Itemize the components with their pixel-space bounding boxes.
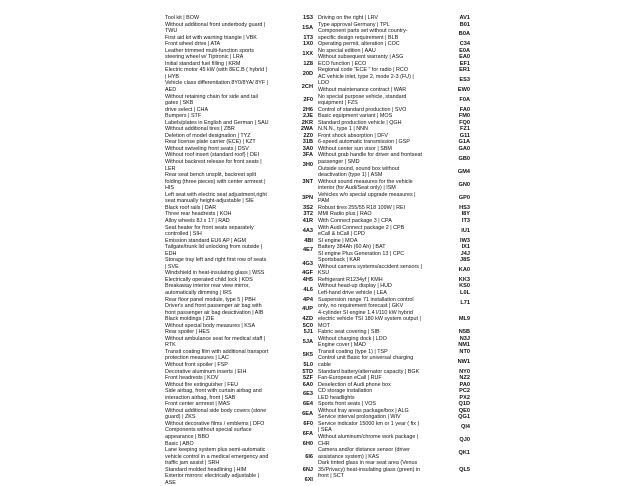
option-code: 6A0 <box>302 381 313 388</box>
equipment-description: Sportsback | KAR <box>318 257 361 264</box>
option-code: IW3 <box>460 237 470 244</box>
equipment-description: Electric motor 45 kW (with 8EC.B ( hybrid ) | HYB <box>165 67 268 80</box>
option-code: IX1 <box>461 244 470 251</box>
equipment-description: First aid kit with warning triangle | VBK <box>165 34 257 41</box>
equipment-description: Front shock absorption | DFV <box>318 132 389 139</box>
option-code: ES3 <box>459 77 470 84</box>
option-code: 2Z0 <box>303 132 313 139</box>
option-code: FM0 <box>458 113 470 120</box>
option-code: GN0 <box>458 181 470 188</box>
option-code: G1A <box>458 139 470 146</box>
equipment-description: Tool kit | BOW <box>165 15 200 21</box>
option-code: ER1 <box>459 67 470 74</box>
option-code: I8Y <box>461 211 470 218</box>
option-code: 3S2 <box>303 204 313 211</box>
option-code: B01 <box>459 21 470 28</box>
equipment-description: Without ambulance seat for medical staff | RTK <box>165 335 266 349</box>
option-code: E0A <box>459 47 470 54</box>
equipment-description: Basic equipment variant | MOS <box>318 113 393 120</box>
option-code: HS3 <box>459 204 470 211</box>
equipment-description: Rear license plate carrier (ECE) | KZT <box>165 139 256 146</box>
equipment-description: Without sound measures for the vehicle interior (for Audi/Seat only) | ISM <box>318 178 413 192</box>
option-code: EW0 <box>457 87 470 94</box>
option-code: 1X0 <box>303 41 313 48</box>
equipment-description: Emission standard EU6 AP | AGM <box>165 237 246 244</box>
equipment-row <box>165 94 313 107</box>
equipment-row <box>165 67 313 80</box>
option-code: FA0 <box>459 106 470 113</box>
option-code: FZ1 <box>460 126 470 133</box>
equipment-description: Sports front seats | VOS <box>318 401 377 408</box>
option-code: J8S <box>460 257 470 264</box>
equipment-description: No special purpose vehicle, standard equipment | FZS <box>318 93 407 107</box>
option-code: 4G3 <box>302 260 313 267</box>
equipment-row <box>165 257 313 270</box>
equipment-description: Fabric seat covering | SIB <box>318 329 380 336</box>
equipment-description: Standard molded headlining | HIM <box>165 466 247 473</box>
option-code: Q1D <box>458 401 470 408</box>
option-code: KA0 <box>458 267 470 274</box>
option-code: 3FA <box>302 152 313 159</box>
option-code: NM1 <box>458 342 470 349</box>
equipment-description: Rear seat bench unsplit, backrest split folding (three pieces) with center armrest | HIS <box>165 172 266 192</box>
option-code: 2CH <box>301 83 313 90</box>
equipment-description: Refrigerant R1234yf | KMH <box>318 276 383 283</box>
equipment-description: Without tray areas package/box | ALG <box>318 407 409 414</box>
equipment-row <box>318 460 470 480</box>
equipment-row <box>318 447 470 460</box>
equipment-description: Deletion of model designation | TYZ <box>165 132 251 139</box>
option-code: 6E4 <box>303 401 313 408</box>
equipment-description: Battery 384Ah (60 Ah) | BAT <box>318 244 386 251</box>
option-code: 1T3 <box>303 34 313 41</box>
equipment-description: Without center sun visor | SBM <box>318 145 392 152</box>
equipment-description: Components without special surface appearance | BBO <box>165 427 252 440</box>
equipment-description: Driving on the right | LRV <box>318 15 379 21</box>
equipment-description: Regional code "ECE " for radio | RCO <box>318 67 409 74</box>
left-column <box>165 15 313 486</box>
option-code: EF1 <box>459 60 470 67</box>
equipment-description: Black roof rails | DAR <box>165 204 217 211</box>
equipment-description: Robust tires 255/55 R18 109W | REI <box>318 204 406 211</box>
equipment-row <box>165 447 313 467</box>
equipment-description: With Connect package 3 | CPA <box>318 217 392 224</box>
equipment-description: Storage tray left and right first row of seats | SVE <box>165 257 267 270</box>
option-code: QK1 <box>458 450 470 457</box>
equipment-description: Dark tinted glass in rear seat area (Venus 35/Privacy) heat-insulating glass (green) in front | SCT <box>318 460 421 480</box>
equipment-description: Standard production vehicle | QGH <box>318 119 402 126</box>
equipment-description: Without charging dock | LDO <box>318 335 387 342</box>
equipment-description: SI engine Plus Generation 13 | CPC <box>318 250 405 257</box>
equipment-description: Control of standard production | SVO <box>318 106 407 113</box>
equipment-row <box>318 28 470 41</box>
equipment-row <box>318 192 470 205</box>
option-code: PC2 <box>459 388 470 395</box>
equipment-description: Suspension range 71 installation control only, no requirement forecast | GKV <box>318 296 414 310</box>
option-code: GP0 <box>458 195 470 202</box>
equipment-description: Without additional front underbody guard | TWU <box>165 21 266 35</box>
equipment-description: Without aluminum/chrome work package | CHR <box>318 434 419 447</box>
option-code: 1SA <box>302 24 313 31</box>
option-code: QL5 <box>459 466 470 473</box>
option-code: 5ZF <box>303 375 313 382</box>
equipment-row <box>318 297 470 310</box>
option-code: 4ZD <box>302 316 313 323</box>
option-code: 5J1 <box>303 329 313 336</box>
equipment-description: Vehicles w/o special upgrade measures | PAM <box>318 191 416 205</box>
option-code: 5L0 <box>303 361 313 368</box>
option-code: J4J <box>460 250 470 257</box>
option-code: 3H0 <box>302 162 313 169</box>
equipment-description: Camera and/or distance sensor (driver assistance system) | KAS <box>318 447 410 460</box>
equipment-row <box>318 74 470 87</box>
option-code: B0A <box>458 31 470 38</box>
equipment-row <box>165 349 313 362</box>
equipment-description: CD storage installation <box>318 388 373 395</box>
option-code: FQ0 <box>459 119 470 126</box>
equipment-description: Left-hand drive vehicle | LEA <box>318 289 387 296</box>
equipment-description: Type approval Germany | TPL <box>318 21 390 28</box>
option-code: N3J <box>459 335 470 342</box>
option-code: 2JE <box>303 113 313 120</box>
option-code: 31B <box>302 139 313 146</box>
equipment-description: Rear spoiler | HES <box>165 329 210 336</box>
option-code: 6E3 <box>303 391 313 398</box>
option-code: G11 <box>459 132 470 139</box>
option-code: 3A0 <box>302 145 313 152</box>
equipment-description: Without grab handle for driver and frontseat passenger | SMD <box>318 152 422 166</box>
equipment-description: Without swiveling front seats | DSV <box>165 145 249 152</box>
equipment-description: Three rear headrests | KOH <box>165 211 232 218</box>
equipment-description: Engine cover | MAD <box>318 342 366 349</box>
equipment-row <box>318 355 470 368</box>
option-code: NW1 <box>457 358 470 365</box>
equipment-row <box>165 22 313 35</box>
equipment-description: MMI Radio plus | RAO <box>318 211 372 218</box>
option-code: 4BI <box>304 237 313 244</box>
equipment-description: Electrically operated child lock | KDS <box>165 276 253 283</box>
option-code: L0L <box>460 289 470 296</box>
option-code: ML9 <box>458 316 470 323</box>
equipment-description: Breakaway interior rear view mirror, automatically dimming | IRS <box>165 283 250 296</box>
option-code: 4UP <box>302 306 313 313</box>
equipment-description: Transit coating film with additional transport protection measures | LAC <box>165 348 269 362</box>
option-code: 4GF <box>302 270 313 277</box>
equipment-row <box>318 166 470 179</box>
equipment-row <box>165 303 313 316</box>
right-column <box>318 15 470 480</box>
equipment-description: Lane keeping system plus semi-automatic vehicle control in a medical emergency and traffic jam assist | SRH <box>165 447 269 467</box>
equipment-description: N.N.N., type 1 | NNN <box>318 126 368 133</box>
option-code: 4L6 <box>303 286 313 293</box>
option-code: 6I6 <box>305 453 313 460</box>
option-code: PA0 <box>459 381 470 388</box>
equipment-row <box>165 225 313 238</box>
equipment-row <box>165 427 313 440</box>
option-code: 2KR <box>301 119 313 126</box>
option-code: NZ2 <box>459 375 470 382</box>
equipment-description: Without additional tires | ZBR <box>165 126 235 133</box>
equipment-description: Without maintenance contract | WAR <box>318 87 407 94</box>
equipment-description: No special edition | AAU <box>318 47 376 54</box>
equipment-description: Rear floor panel module, type 5 | PBH <box>165 296 256 303</box>
equipment-row <box>165 48 313 61</box>
option-code: 6FA <box>302 430 313 437</box>
option-code: 3T2 <box>303 211 313 218</box>
option-code: 3PN <box>302 195 313 202</box>
equipment-row <box>165 336 313 349</box>
equipment-description: Without decorative films / emblems | DFO <box>165 420 265 427</box>
option-code: N5B <box>458 329 470 336</box>
equipment-description: Fan-European eCall | RUF <box>318 375 382 382</box>
equipment-description: Front wheel drive | ATA <box>165 41 221 48</box>
option-code: 4E7 <box>303 247 313 254</box>
equipment-description: ECO function | ECO <box>318 60 367 67</box>
equipment-row <box>318 152 470 165</box>
equipment-description: Transit coating (type 1) | TSP <box>318 348 388 355</box>
equipment-description: Front center armrest | MAS <box>165 401 230 408</box>
equipment-description: Without subsequent warranty | ASG <box>318 54 404 61</box>
equipment-description: Initial standard fuel filling | KRM <box>165 60 241 67</box>
option-code: EA0 <box>459 54 470 61</box>
option-code: GB0 <box>458 155 470 162</box>
equipment-row <box>318 421 470 434</box>
option-code: AV1 <box>459 15 470 21</box>
equipment-description: 6-speed automatic transmission | GSP <box>318 139 410 146</box>
equipment-description: Labels/plates in English and German | SAU <box>165 119 269 126</box>
option-code: 5C0 <box>302 322 313 329</box>
equipment-description: Seat heater for front seats separately controlled | SIH <box>165 224 254 238</box>
option-code: QJ0 <box>459 437 470 444</box>
option-code: IU1 <box>461 227 470 234</box>
equipment-description: drive select | CHA <box>165 106 209 113</box>
option-code: 20D <box>302 70 313 77</box>
option-code: KS0 <box>459 283 470 290</box>
option-code: 6XI <box>304 476 313 483</box>
equipment-description: Without roof insert (standard roof) | DEI <box>165 152 259 159</box>
option-code: 41R <box>302 217 313 224</box>
option-code: GM4 <box>457 168 470 175</box>
equipment-row <box>318 179 470 192</box>
equipment-description: Without special body measures | KSA <box>165 322 256 329</box>
option-code: 5JA <box>302 339 313 346</box>
equipment-row <box>318 94 470 107</box>
option-code: NY0 <box>459 368 470 375</box>
equipment-description: Outside sound, sound box without deactivation (type 1) | ASM <box>318 165 400 179</box>
option-code: 6F0 <box>303 420 313 427</box>
option-code: 4P4 <box>303 296 313 303</box>
option-code: 1Z8 <box>303 60 313 67</box>
option-code: 2F0 <box>303 96 313 103</box>
equipment-description: Without front spoiler | FSP <box>165 361 228 368</box>
equipment-description: With Audi Connect package 2 | CPB eCall & bCall | CPD <box>318 224 405 238</box>
equipment-description: Deselection of Audi phone box <box>318 381 391 388</box>
option-code: 1XX <box>302 51 313 57</box>
equipment-description: Alloy wheels 8J x 17 | RAD <box>165 217 230 224</box>
equipment-row <box>165 172 313 192</box>
equipment-description: Service interval prolongation | WIV <box>318 414 401 421</box>
option-code: QG1 <box>458 414 470 421</box>
equipment-description: Control unit Basic for universal charging cable <box>318 355 414 368</box>
option-code: 5TD <box>302 368 313 375</box>
option-code: 1S3 <box>303 15 313 21</box>
equipment-description: Side airbag, front with curtain airbag and interaction airbag, front | SAB <box>165 388 262 401</box>
equipment-description: Driver's and front passenger air bag with front passenger air bag deactivation | AIB <box>165 303 264 316</box>
equipment-description: Basic | ABO <box>165 440 194 447</box>
option-code: 4H5 <box>302 276 313 283</box>
option-code: 6EA <box>302 411 313 418</box>
option-code: F0A <box>459 96 470 103</box>
equipment-description: Exterior mirrors: electrically adjustable | ASE <box>165 473 259 486</box>
equipment-description: Without backrest release for front seats | LER <box>165 159 262 172</box>
equipment-description: Leather trimmed multi-function sports steering wheel w/ Tiptronic | LRA <box>165 47 254 61</box>
option-code: 6NJ <box>302 466 313 473</box>
equipment-description: Without additional side body covers (stone guard) | ZKS <box>165 407 267 421</box>
option-code: 6H0 <box>302 440 313 447</box>
equipment-description: Operating permit, alteration | COC <box>318 41 400 48</box>
option-code: 2H6 <box>302 106 313 113</box>
option-code: IT3 <box>461 217 470 224</box>
equipment-description: LED headlights <box>318 394 355 401</box>
equipment-description: SI engine | MOA <box>318 237 358 244</box>
equipment-description: Component parts set without country- specific design requirement | BLB <box>318 28 408 41</box>
option-code: GA0 <box>458 145 470 152</box>
option-code: QI4 <box>460 424 470 431</box>
equipment-row <box>165 159 313 172</box>
equipment-description: Without fire extinguisher | FEU <box>165 381 239 388</box>
equipment-description: Black moldings | ZIE <box>165 316 215 323</box>
equipment-description: Front headrests | KOV <box>165 375 219 382</box>
equipment-row <box>165 80 313 93</box>
equipment-description: Left seat with electric seat adjustment,right seat manually height-adjustable | SIE <box>165 191 267 205</box>
option-code: KK3 <box>458 276 470 283</box>
equipment-row <box>165 408 313 421</box>
equipment-row <box>318 264 470 277</box>
option-code: 2WA <box>300 126 313 133</box>
option-code: NT0 <box>459 348 470 355</box>
equipment-description: Decorative aluminum inserts | EIH <box>165 368 247 375</box>
equipment-description: Standard battery/alternator capacity | BGK <box>318 368 420 375</box>
equipment-description: AC vehicle inlet, type 2, mode 2-3 (FU) | LDO <box>318 73 414 87</box>
equipment-description: Without retaining chain for side and tail gates | SKB <box>165 93 258 107</box>
equipment-row <box>318 225 470 238</box>
equipment-row <box>165 283 313 296</box>
option-code: QE0 <box>458 407 470 414</box>
option-code: 5K5 <box>302 352 313 359</box>
equipment-description: Bumpers | STF <box>165 113 202 120</box>
equipment-row <box>165 192 313 205</box>
equipment-row <box>318 434 470 447</box>
equipment-description: Windshield in heat-insulating glass | WSS <box>165 270 265 277</box>
equipment-row <box>165 388 313 401</box>
equipment-description: Service indicator 15000 km or 1 year ( fix ) | SEA <box>318 420 420 434</box>
option-code: L71 <box>460 299 470 306</box>
option-code: C34 <box>459 41 470 48</box>
equipment-description: Vehicle class differentiation 8Y0/8YA/ 8YF | AED <box>165 80 269 94</box>
option-code: 4A3 <box>302 227 313 234</box>
option-code: 3NT <box>302 178 313 185</box>
equipment-description: 4-cylinder SI engine 1.4 l/110 kW hybrid electric vehicle TSI 180 kW system output | MOT <box>318 309 421 329</box>
equipment-description: Tailgate/trunk lid unlocking from outside | EDH <box>165 244 263 257</box>
equipment-row <box>318 310 470 330</box>
equipment-description: Without camera systems/accident sensors | KSU <box>318 263 422 277</box>
equipment-description: Without head-up display | HUD <box>318 283 392 290</box>
option-code: PX2 <box>459 394 470 401</box>
equipment-row <box>165 244 313 257</box>
